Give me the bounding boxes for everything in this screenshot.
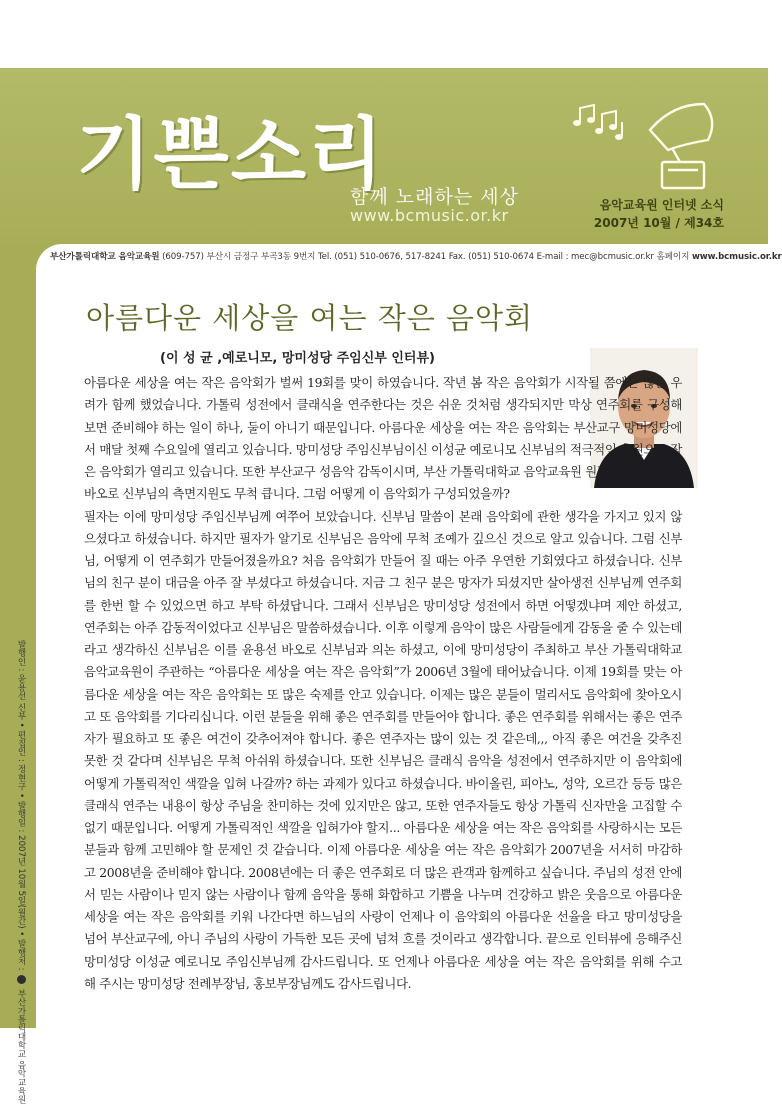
issuer-label: 발행처 :: [16, 939, 26, 971]
site-url[interactable]: www.bcmusic.or.kr: [350, 206, 509, 225]
publish-date: 발행일 : 2007년 10월 5일(월간): [16, 800, 26, 929]
contact-address: (609-757) 부산시 금정구 부곡3동 9번지 Tel. (051) 510-0676, 517-8241 Fax. (051) 510-0674 E-mail : mec@bcmusic.or.kr 홈페이지: [162, 252, 690, 262]
homepage-link[interactable]: www.bcmusic.or.kr: [691, 252, 782, 262]
article-title: 아름다운 세상을 여는 작은 음악회: [86, 301, 534, 335]
music-notes-icon: [572, 100, 722, 192]
article-subtitle: (이 성 균 ,예로니모, 망미성당 주임신부 인터뷰): [160, 351, 435, 366]
publisher: 발행인 : 윤용선 신부: [16, 640, 26, 720]
issuer-name: 부산가톨릭대학교 음악교육원: [16, 989, 26, 1104]
logo-text: 기쁜소리: [76, 110, 386, 200]
newsletter-issue: 2007년 10월 / 제34호: [593, 216, 724, 230]
tagline: 함께 노래하는 세상: [350, 186, 519, 208]
article-paragraph: 아름다운 세상을 여는 작은 음악회가 벌써 19회를 맞이 하였습니다. 작년 봄 작은 음악회가 시작될 쯤에는 많은 우려가 함께 했었습니다. 가톨릭 성전에서 클래식을 연주한다는 것은 쉬운 것처럼 생각되지만 막상 연주회를 구성해 보면 준비해야 하는 일이 하나, 둘이 아니기 때문입니다. 아름다운 세상을 여는 작은 음악회는 부산교구 망미성당에서 매달 첫째 수요일에 열리고 있습니다. 망미성당 주임신부님이신 이성균 예로니모 신부님의 적극적인 후원으로 작은 음악회가 열리고 있습니다. 또한 부산교구 성음악 감독이시며, 부산 가톨릭대학교 음악교육원 원장님이신 윤용선 바오로 신부님의 측면지원도 무척 큽니다. 그럼 어떻게 이 음악회가 구성되었을까?: [84, 375, 682, 502]
contact-info-line: [50, 250, 782, 266]
newsletter-name: 음악교육원 인터넷 소식: [599, 198, 724, 212]
article-body: [84, 372, 682, 995]
university-logo-icon: [17, 975, 26, 984]
editor: 편집인 : 정현구: [16, 730, 26, 791]
gramophone-icon: [650, 104, 712, 188]
article-paragraph: 필자는 이에 망미성당 주임신부님께 여쭈어 보았습니다. 신부님 말씀이 본래 음악회에 관한 생각을 가지고 있지 않으셨다고 하셨습니다. 하지만 필자가 알기로 신부님은 음악에 무척 조예가 깊으신 것으로 알고 있습니다. 그럼 신부님, 어떻게 이 연주회가 만들어졌을까요? 처음 음악회가 만들어 질 때는 아주 우연한 기회였다고 하셨습니다. 신부님의 친구 분이 대금을 아주 잘 부셨다고 하셨습니다. 지금 그 친구 분은 망자가 되셨지만 살아생전 신부님께 연주회를 한번 할 수 있었으면 하고 부탁 하셨답니다. 그래서 신부님은 망미성당 성전에서 하면 어떻겠냐며 제안 하셨고, 연주회는 아주 감동적이었다고 신부님은 말씀하셨습니다. 이후 이렇게 음악이 많은 사람들에게 감동을 줄 수 있는데 라고 생각하신 신부님은 이를 윤용선 바오로 신부님과 의논 하셨고, 이에 망미성당이 주최하고 부산 가톨릭대학교 음악교육원이 주관하는 “아름다운 세상을 여는 작은 음악회”가 2006년 3월에 태어났습니다. 이제 19회를 맞는 아름다운 세상을 여는 작은 음악회는 또 많은 숙제를 안고 있습니다. 이제는 많은 분들이 멀리서도 음악회에 찾아오시고 또 음악회를 기다리십니다. 이런 분들을 위해 좋은 연주회를 만들어야 합니다. 좋은 연주회를 위해서는 좋은 연주자가 필요하고 또 좋은 여건이 갖추어져야 합니다. 좋은 연주자는 많이 있는 것 같은데,,, 아직 좋은 여건을 갖추진 못한 것 같다며 신부님은 무척 아쉬워 하셨습니다. 또한 신부님은 클래식 음악을 성전에서 연주하지만 이 음악회에 어떻게 가톨릭적인 색깔을 입혀 나갈까? 하는 과제가 있다고 하셨습니다. 바이올린, 피아노, 성악, 오르간 등등 많은 클래식 연주는 내용이 항상 주님을 찬미하는 것에 있지만은 않고, 또한 연주자들도 항상 가톨릭 신자만을 고집할 수 없기 때문입니다. 어떻게 가톨릭적인 색깔을 입혀가야 할지... 아름다운 세상을 여는 작은 음악회를 사랑하시는 모든 분들과 함께 고민해야 할 문제인 것 같습니다. 이제 아름다운 세상을 여는 작은 음악회가 2007년을 서서히 마감하고 2008년을 준비해야 합니다. 2008년에는 더 좋은 연주회로 더 많은 관객과 함께하고 싶습니다. 주님의 성전 안에서 믿는 사람이나 믿지 않는 사람이나 함께 음악을 통해 화합하고 기쁨을 나누며 건강하고 밝은 웃음으로 아름다운 세상을 여는 작은 음악회를 키워 나간다면 하느님의 사랑이 언제나 이 음악회의 아름다운 선율을 타고 망미성당을 넘어 부산교구에, 아니 주님의 사랑이 가득한 모든 곳에 넘쳐 흐를 것이라고 생각합니다. 끝으로 인터뷰에 응해주신 망미성당 이성균 예로니모 주임신부님께 감사드립니다. 또 언제나 아름다운 세상을 여는 작은 음악회를 위해 수고 해 주시는 망미성당 전례부장님, 홍보부장님께도 감사드립니다.: [84, 508, 682, 991]
organization-name: 부산가톨릭대학교 음악교육원: [50, 252, 160, 262]
masthead-logo: [76, 100, 386, 210]
publication-info: 발행인 : 윤용선 신부 • 편집인 : 정현구 • 발행일 : 2007년 10월 5일(월간) • 발행처 : 부산가톨릭대학교 음악교육원: [16, 640, 26, 1104]
